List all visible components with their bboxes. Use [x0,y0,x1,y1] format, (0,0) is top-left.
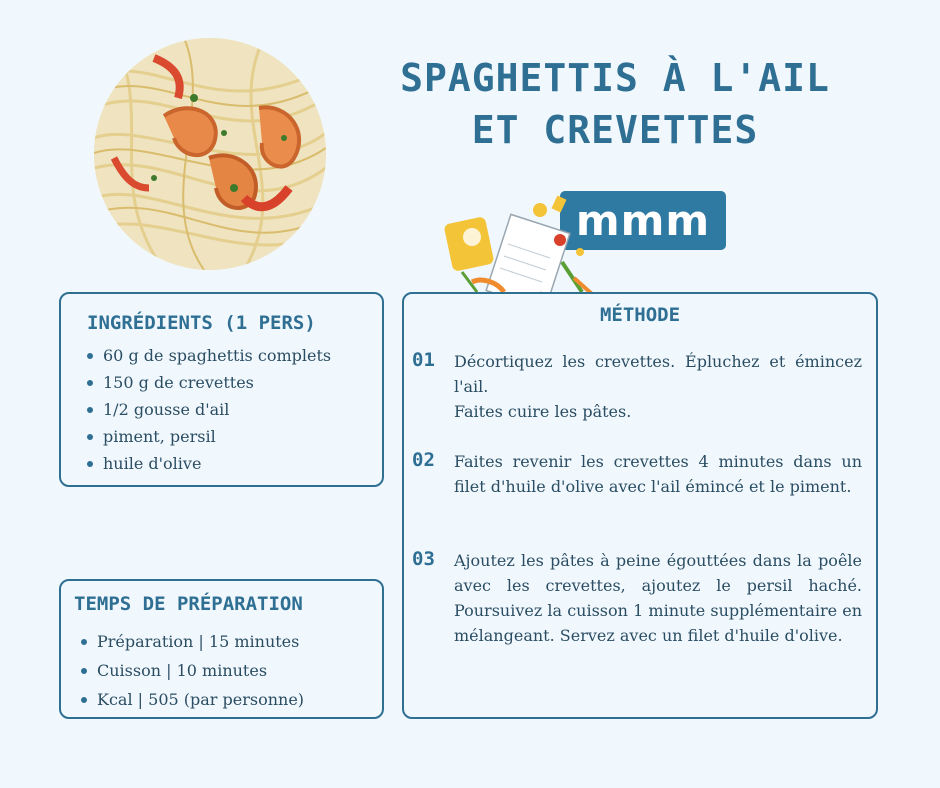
step-text-line: Faites cuire les pâtes. [454,402,632,421]
step-number: 03 [412,548,435,570]
step-text [454,548,862,648]
preparation-heading: TEMPS DE PRÉPARATION [74,593,303,615]
step-text-line: Ajoutez les pâtes à peine égouttées dans la poêle avec les crevettes, ajoutez le persil haché. Poursuivez la cuisson 1 minute supplémentaire en mélangeant. Servez avec un filet d'huile d'olive. [454,551,862,645]
ingredients-card [59,292,384,487]
ingredient-item: huile d'olive [85,450,331,477]
method-step-1 [412,349,862,424]
step-text-line: Décortiquez les crevettes. Épluchez et émincez l'ail. [454,352,862,396]
mmm-badge: mmm [560,191,726,250]
step-text [454,349,862,424]
step-text-line: Faites revenir les crevettes 4 minutes dans un filet d'huile d'olive avec l'ail émincé et le piment. [454,452,862,496]
title-line-1: SPAGHETTIS À L'AIL [400,56,830,100]
ingredients-heading: INGRÉDIENTS (1 PERS) [87,312,316,334]
ingredient-item: 1/2 gousse d'ail [85,396,331,423]
method-card [402,292,878,719]
recipe-title [395,52,835,156]
preparation-item: Kcal | 505 (par personne) [79,685,304,714]
step-number: 02 [412,449,435,471]
method-step-3 [412,548,862,648]
dish-photo [94,38,326,270]
ingredient-item: 60 g de spaghettis complets [85,342,331,369]
step-number: 01 [412,349,435,371]
ingredients-list [85,342,331,477]
preparation-list [79,627,304,714]
preparation-time-card [59,579,384,719]
preparation-item: Préparation | 15 minutes [79,627,304,656]
method-heading: MÉTHODE [599,304,681,326]
ingredient-item: 150 g de crevettes [85,369,331,396]
ingredient-item: piment, persil [85,423,331,450]
method-step-2 [412,449,862,499]
spaghetti-shrimp-photo-icon [94,38,326,270]
step-text [454,449,862,499]
preparation-item: Cuisson | 10 minutes [79,656,304,685]
title-line-2: ET CREVETTES [471,108,759,152]
